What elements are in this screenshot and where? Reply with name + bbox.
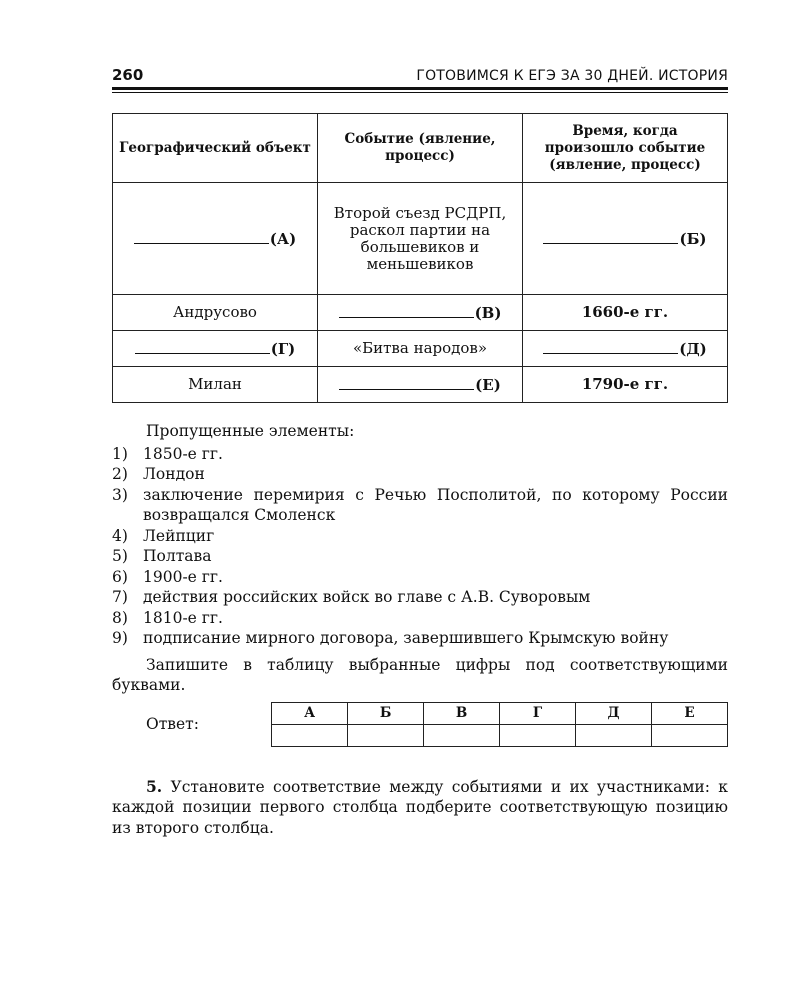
answer-blank-line (543, 230, 678, 244)
answer-input-cell[interactable] (652, 724, 728, 746)
list-item-number: 8) (112, 608, 128, 627)
list-item-text: Полтава (143, 547, 212, 565)
list-item (112, 546, 728, 567)
cell-geo (113, 367, 318, 403)
list-item-text: 1900-е гг. (143, 567, 223, 586)
cell-text: 1790-е гг. (581, 375, 669, 393)
blank-letter: (Б) (679, 229, 707, 248)
list-item (112, 526, 728, 547)
instruction-text: Запишите в таблицу выбранные цифры под соответствующими буквами. (112, 655, 728, 694)
list-item (112, 587, 728, 608)
list-item-text: Лейпциг (143, 526, 215, 545)
list-item (112, 485, 728, 526)
table-row (113, 367, 728, 403)
header-rule-thin (112, 92, 728, 93)
list-item-text: 1810-е гг. (143, 608, 223, 627)
cell-geo (113, 183, 318, 295)
answer-letter-cell: А (272, 702, 348, 724)
task-text: Установите соответствие между событиями и их участниками: к каждой позиции первого столбца подберите соответствующую позицию из второго столбца. (112, 777, 728, 837)
answer-blank-line (339, 376, 474, 390)
list-item (112, 464, 728, 485)
answer-blank-line (134, 230, 269, 244)
table-row (113, 183, 728, 295)
cell-text: «Битва народов» (352, 339, 488, 357)
answer-input-cell[interactable] (575, 724, 651, 746)
answer-letter-cell: Д (575, 702, 651, 724)
blank-letter: (Д) (679, 339, 707, 358)
cell-event (318, 295, 523, 331)
list-item-text: 1850-е гг. (143, 444, 223, 463)
page-header (112, 62, 728, 84)
table-row (113, 331, 728, 367)
running-title: ГОТОВИМСЯ К ЕГЭ ЗА 30 ДНЕЙ. ИСТОРИЯ (416, 68, 728, 84)
table-header-row (113, 114, 728, 183)
missing-elements (112, 421, 728, 696)
list-item (112, 628, 728, 649)
task-number: 5. (146, 776, 163, 796)
list-item-number: 6) (112, 567, 128, 586)
page (112, 62, 728, 838)
list-item-text: заключение перемирия с Речью Посполитой, по которому России возвращался Смоленск (143, 485, 728, 524)
list-item-text: действия российских войск во главе с А.В. Суворовым (143, 588, 591, 606)
list-item (112, 444, 728, 465)
cell-event (318, 331, 523, 367)
blank-letter: (А) (269, 229, 297, 248)
cell-geo (113, 331, 318, 367)
header-rule (112, 87, 728, 90)
cell-text: 1660-е гг. (581, 303, 669, 321)
answer-input-cell[interactable] (500, 724, 576, 746)
list-item-number: 2) (112, 465, 128, 483)
answer-input-cell[interactable] (424, 724, 500, 746)
answer-letter-cell: Г (500, 702, 576, 724)
cell-time (523, 331, 728, 367)
list-item-number: 4) (112, 526, 128, 545)
column-header-geo: Географический объект (113, 114, 318, 183)
list-item-number: 1) (112, 444, 128, 463)
answer-letter-cell: Б (348, 702, 424, 724)
task-5 (112, 777, 728, 839)
blank-letter: (Е) (475, 375, 501, 394)
blank-letter: (Г) (270, 339, 296, 358)
list-item-text: Лондон (143, 465, 205, 483)
cell-geo (113, 295, 318, 331)
answer-input-cell[interactable] (348, 724, 424, 746)
cell-time (523, 295, 728, 331)
cell-time (523, 367, 728, 403)
list-item-number: 9) (112, 629, 128, 647)
cell-event (318, 183, 523, 295)
answer-blank-line (543, 340, 678, 354)
answer-label: Ответ: (146, 715, 199, 733)
column-header-time: Время, когда произошло событие (явление, процесс) (523, 114, 728, 183)
matching-table (112, 113, 728, 403)
missing-elements-title: Пропущенные элементы: (146, 422, 355, 440)
answer-blank-line (339, 304, 474, 318)
column-header-event: Событие (явление, процесс) (318, 114, 523, 183)
cell-text: Милан (188, 375, 242, 393)
cell-text: Второй съезд РСДРП, раскол партии на большевиков и меньшевиков (333, 203, 507, 273)
page-number: 260 (112, 66, 144, 84)
cell-event (318, 367, 523, 403)
answer-letter-cell: В (424, 702, 500, 724)
answer-blank-line (135, 340, 270, 354)
cell-time (523, 183, 728, 295)
answer-letter-cell: Е (652, 702, 728, 724)
list-item-number: 3) (112, 485, 128, 504)
list-item-text: подписание мирного договора, завершившего Крымскую войну (143, 629, 669, 647)
options-list (112, 444, 728, 649)
answer-table (271, 702, 728, 747)
list-item (112, 567, 728, 588)
answer-input-cell[interactable] (272, 724, 348, 746)
table-row (113, 295, 728, 331)
list-item-number: 5) (112, 547, 128, 565)
blank-letter: (В) (474, 303, 502, 322)
list-item (112, 608, 728, 629)
cell-text: Андрусово (173, 303, 257, 321)
list-item-number: 7) (112, 588, 128, 606)
answer-block (112, 702, 728, 747)
